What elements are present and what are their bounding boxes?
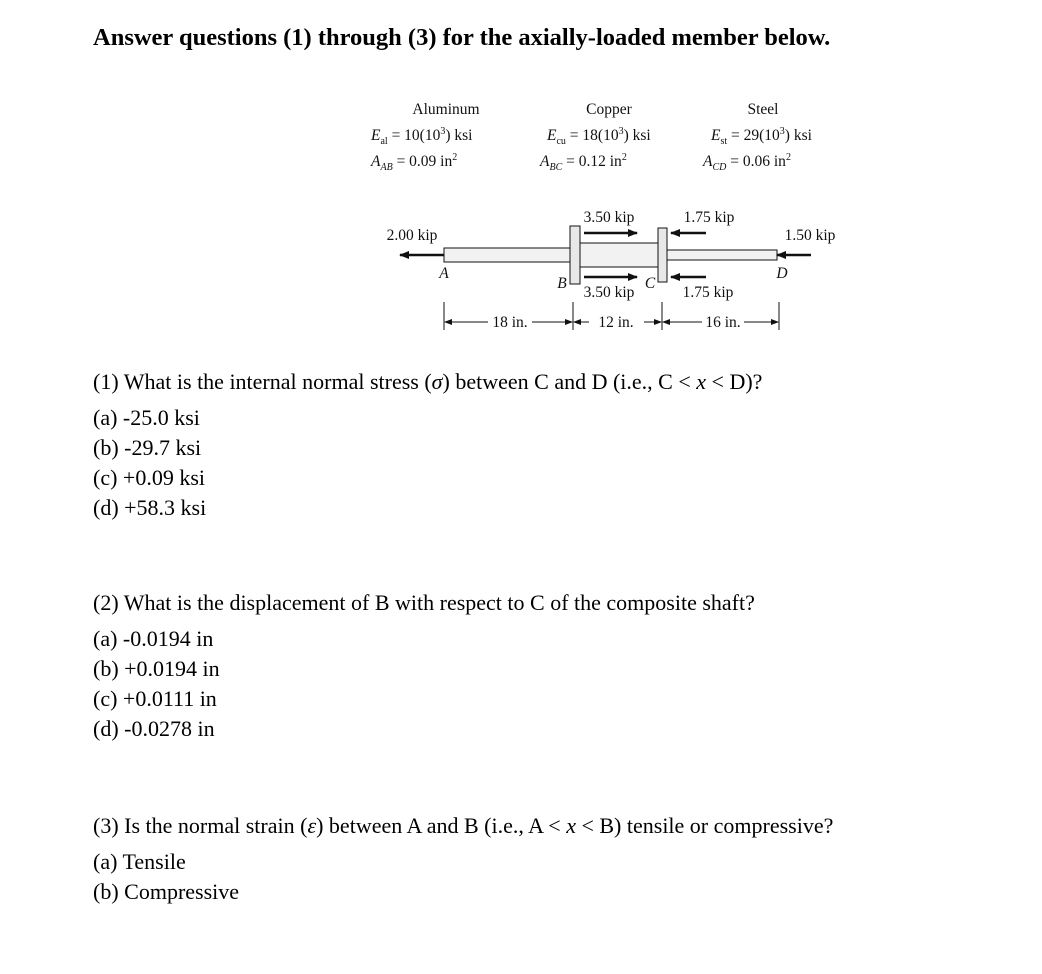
steel-properties bbox=[702, 101, 813, 173]
dimension-ab: 18 in. bbox=[492, 314, 528, 331]
steel-area: $A_{CD} = 0.06$ $in^2$ bbox=[703, 152, 791, 173]
point-label-a: A bbox=[439, 265, 449, 282]
load-label-b-bottom: 3.50 kip bbox=[583, 284, 635, 301]
load-label-d: 1.50 kip bbox=[784, 227, 836, 244]
question-3-option-a[interactable]: (a) Tensile bbox=[93, 849, 186, 874]
point-label-d: D bbox=[776, 265, 788, 282]
aluminum-modulus: $E_{al} = 10(10^3)$ ksi bbox=[371, 126, 473, 147]
copper-modulus: $E_{cu} = 18(10^3)$ ksi bbox=[547, 126, 651, 147]
axial-member-diagram bbox=[0, 0, 1042, 360]
dimension-bc: 12 in. bbox=[598, 314, 634, 331]
question-1-option-d[interactable]: (d) +58.3 ksi bbox=[93, 495, 207, 520]
question-2-stem: (2) What is the displacement of B with respect to C of the composite shaft? bbox=[93, 590, 755, 615]
question-2-option-a[interactable]: (a) -0.0194 in bbox=[93, 626, 214, 651]
question-3 bbox=[93, 811, 833, 907]
point-label-b: B bbox=[557, 275, 567, 292]
question-1 bbox=[93, 367, 762, 523]
question-1-option-a[interactable]: (a) -25.0 ksi bbox=[93, 405, 200, 430]
question-3-option-b[interactable]: (b) Compressive bbox=[93, 879, 240, 904]
question-2-option-c[interactable]: (c) +0.0111 in bbox=[93, 686, 217, 711]
aluminum-properties bbox=[370, 101, 480, 173]
question-1-option-b[interactable]: (b) -29.7 ksi bbox=[93, 435, 202, 460]
dimension-cd: 16 in. bbox=[705, 314, 741, 331]
collar-c bbox=[658, 228, 667, 282]
copper-properties bbox=[539, 101, 651, 173]
steel-modulus: $E_{st} = 29(10^3)$ ksi bbox=[711, 126, 812, 147]
load-label-c-top: 1.75 kip bbox=[683, 209, 735, 226]
collar-b bbox=[570, 226, 580, 284]
page-heading: Answer questions (1) through (3) for the axially-loaded member below. bbox=[93, 24, 831, 51]
question-2 bbox=[93, 588, 755, 744]
question-2-option-d[interactable]: (d) -0.0278 in bbox=[93, 716, 215, 741]
copper-segment bbox=[580, 243, 658, 267]
point-label-c: C bbox=[644, 275, 656, 292]
aluminum-segment bbox=[444, 248, 570, 262]
copper-area: $A_{BC} = 0.12$ $in^2$ bbox=[540, 152, 627, 173]
load-label-b-top: 3.50 kip bbox=[583, 209, 635, 226]
aluminum-label: Aluminum bbox=[412, 101, 480, 118]
copper-label: Copper bbox=[586, 101, 632, 118]
steel-segment bbox=[667, 250, 777, 260]
load-label-c-bottom: 1.75 kip bbox=[682, 284, 734, 301]
load-label-a: 2.00 kip bbox=[386, 227, 438, 244]
question-1-stem: (1) What is the internal normal stress (σ) between C and D (i.e., C < x < D)? bbox=[93, 369, 763, 394]
question-2-option-b[interactable]: (b) +0.0194 in bbox=[93, 656, 220, 681]
shaft bbox=[444, 226, 777, 284]
aluminum-area: $A_{AB} = 0.09$ $in^2$ bbox=[371, 152, 458, 173]
question-3-stem: (3) Is the normal strain (ε) between A and B (i.e., A < x < B) tensile or compressive? bbox=[93, 813, 834, 838]
steel-label: Steel bbox=[747, 101, 779, 118]
question-1-option-c[interactable]: (c) +0.09 ksi bbox=[93, 465, 205, 490]
